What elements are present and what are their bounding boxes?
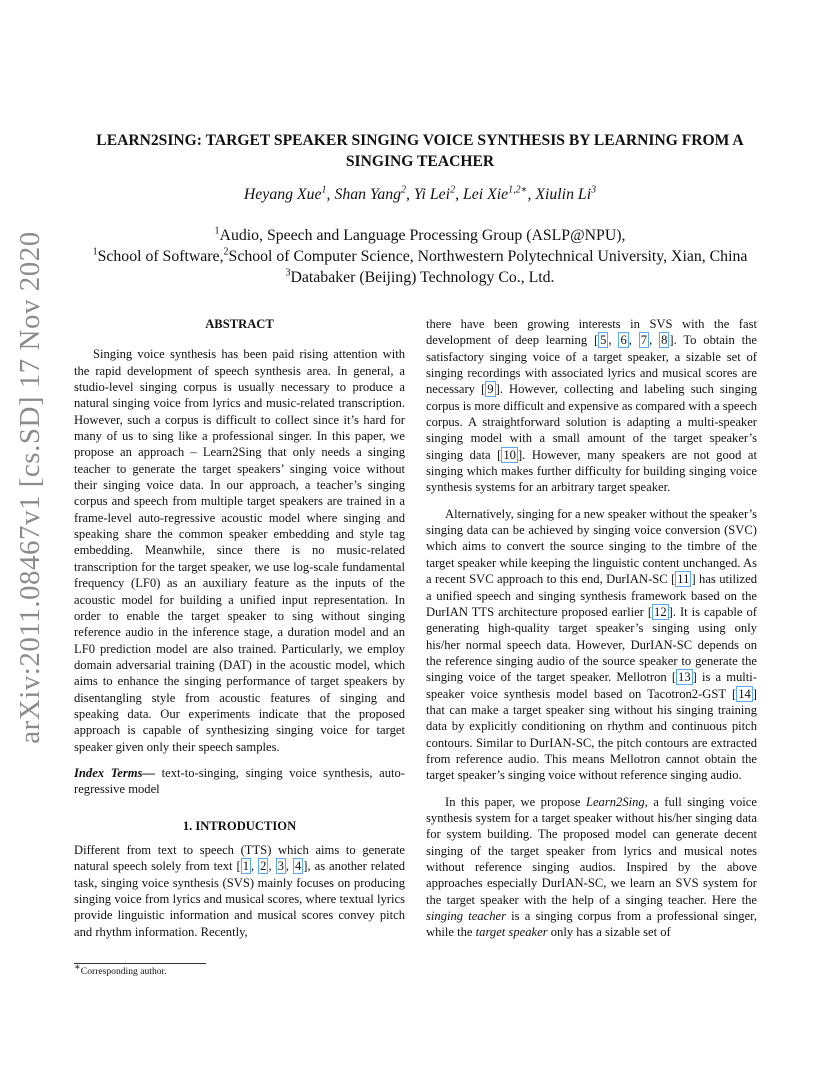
text-span: has utilized a unified speech and singing synthesis framework based on the DurIAN TTS architecture proposed earlier (426, 572, 757, 619)
author-name: Lei Xie (462, 186, 509, 203)
citation-link[interactable]: 2 (260, 859, 267, 874)
author-name: Yi Lei (413, 186, 451, 203)
author-affil-mark: 2 (450, 184, 456, 196)
text-span: . However, many speakers are not good at singing which makes further difficulty for building singing voice synthesis systems for an arbitrary target speaker. (426, 447, 757, 495)
author-name: Xiulin Li (535, 186, 592, 203)
affiliation-line (40, 267, 800, 288)
affil-mark: 1 (92, 246, 98, 258)
citation-link[interactable]: 4 (294, 859, 302, 874)
text-span: , a full singing voice synthesis system for a target speaker without his/her singing data for system building. The proposed model can generate decent singing of the target speaker from lyrics and musical notes without reference singing audios. Inspired by the above approaches especially DurIAN-SC, we learn an SVS system for the target speaker with the help of a singing teacher. Here the (426, 794, 757, 907)
text-span: In this paper, we propose (445, 794, 586, 809)
text-span: only has a sizable set of (547, 925, 671, 940)
affil-text: Databaker (Beijing) Technology Co., Ltd. (290, 269, 555, 286)
section-heading-introduction: 1. INTRODUCTION (182, 818, 297, 833)
citation-link[interactable]: 12 (654, 604, 667, 619)
author-list: Heyang Xue$^1$, Shan Yang$^2$, Yi Lei$^2$, Lei Xie$^{1,2∗}$, Xiulin Li$^3$ (243, 184, 597, 203)
text-span: . However, collecting and labeling such singing corpus is more difficult and expensive as compared with a speech corpus. A straightforward solution is adapting a multi-speaker singing model with a small amount of the target speaker’s singing data (426, 382, 757, 462)
footnote-text: Corresponding author. (80, 966, 167, 977)
body-paragraph: Alternatively, singing for a new speaker without the speaker’s singing data can be achieved by singing voice conversion (SVC) which aims to convert the source singing to the timbre of the target speaker while keeping the linguistic content unchanged. As a recent SVC approach to this end, DurIAN-SC [ 11 ] has utilized a unified speech and singing synthesis framework based on the DurIAN TTS architecture proposed earlier [ 12 ]. It is capable of generating high-quality target speaker’s singing using only his/her normal speech data. However, DurIAN-SC depends on the reference singing audio of the source speaker to generate the singing voice of the target speaker. Mellotron [ 13 ] is a multi-speaker voice synthesis model based on Tacotron2-GST [ 14 ] that can make a target speaker sing without his singing training data by explicitly conditioning on rhythm and continuous pitch contours. Similar to DurIAN-SC, the pitch contours are extracted from reference audio. This means Mellotron cannot obtain the target speaker’s singing voice without reference singing audio. (426, 506, 757, 783)
author-affil-mark: 1 (321, 184, 327, 196)
footnote-mark: ∗ (74, 961, 81, 973)
citation-link[interactable]: 5 (600, 333, 607, 348)
author-name: Shan Yang (334, 186, 402, 203)
arxiv-identifier-text: arXiv:2011.08467v1 [cs.SD] 17 Nov 2020 (13, 230, 46, 744)
affil-mark: 1 (214, 225, 220, 237)
author-affil-mark: 2 (401, 184, 407, 196)
affil-mark: 2 (223, 246, 229, 258)
body-paragraph (426, 794, 757, 941)
author-name: Heyang Xue (243, 186, 322, 203)
intro-paragraph: Different from text to speech (TTS) which aims to generate natural speech solely from text [ 1 , 2 , 3 , 4 ], as another related task, singing voice synthesis (SVS) mainly focuses on producing singing voice from lyrics and musical scores, where textual lyrics provide linguistic information and musical scores convey pitch and rhythm information. Recently, (74, 842, 406, 939)
index-terms (74, 765, 405, 798)
text-span: that can make a target speaker sing without his singing training data by explicitly conditioning on rhythm and continuous pitch contours. Similar to DurIAN-SC, the pitch contours are extracted from reference audio. This means Mellotron cannot obtain the target speaker’s singing voice without reference singing audio. (426, 702, 757, 783)
citation-link[interactable]: 8 (661, 333, 668, 348)
text-span: , as another related task, singing voice synthesis (SVS) mainly focuses on producing singing voice from lyrics and musical scores, where textual lyrics provide linguistic information and musical scores convey pitch and rhythm information. Recently, (74, 859, 406, 939)
affil-text: School of Software, (97, 248, 224, 265)
text-span: Different from text to speech (TTS) which aims to generate natural speech solely from text (74, 842, 405, 874)
citation-link[interactable]: 6 (620, 333, 627, 348)
emphasis: Learn2Sing (585, 794, 645, 809)
citation-link[interactable]: 11 (677, 572, 690, 587)
citation-link[interactable]: 14 (738, 686, 751, 701)
text-span: . To obtain the satisfactory singing voice of a target speaker, a sizable set of singing recordings with associated lyrics and musical scores are necessary (426, 333, 758, 397)
citation-link[interactable]: 9 (487, 382, 494, 397)
text-span: Alternatively, singing for a new speaker without the speaker’s singing data can be achieved by singing voice conversion (SVC) which aims to convert the source singing to the timbre of the target speaker while keeping the linguistic content unchanged. As a recent SVC approach to this end, DurIAN-SC (426, 506, 757, 587)
text-span: . It is capable of generating high-quality target speaker’s singing using only his/her normal speech data. However, DurIAN-SC depends on the reference singing audio of the source speaker to generate the singing voice of the target speaker. Mellotron (426, 604, 757, 685)
paper-title: LEARN2SING: TARGET SPEAKER SINGING VOICE SYNTHESIS BY LEARNING FROM A SINGING TEACHER (96, 132, 744, 170)
left-column (74, 316, 405, 940)
affil-text: Audio, Speech and Language Processing Group (ASLP@NPU), (219, 227, 626, 244)
author-affil-mark: 1,2∗ (508, 184, 528, 196)
arxiv-identifier (10, 230, 50, 744)
body-paragraph: there have been growing interests in SVS with the fast development of deep learning [ 5 , 6 , 7 , 8 ]. To obtain the satisfactory singing voice of a target speaker, a sizable set of singing recordings with associated lyrics and musical scores are necessary [ 9 ]. However, collecting and labeling such singing corpus is more difficult and expensive as compared with a speech corpus. A straightforward solution is adapting a multi-speaker singing model with a small amount of the target speaker’s singing data [ 10 ]. However, many speakers are not good at singing which makes further difficulty for building singing voice synthesis systems for an arbitrary target speaker. (426, 317, 758, 495)
citation-link[interactable]: 13 (678, 670, 691, 685)
index-terms-label: Index Terms— (74, 765, 156, 780)
affil-mark: 3 (285, 267, 291, 279)
footnote (74, 961, 167, 977)
citation-link[interactable]: 7 (640, 333, 648, 348)
footnote-divider (74, 963, 206, 964)
text-span: is a singing corpus from a professional singer, while the (426, 909, 757, 940)
right-column (426, 316, 757, 941)
affil-text: School of Computer Science, Northwestern Polytechnical University, Xian, China (228, 248, 748, 265)
citation-link[interactable]: 3 (277, 859, 284, 874)
text-span: there have been growing interests in SVS with the fast development of deep learning (426, 317, 757, 348)
abstract-heading: ABSTRACT (205, 317, 274, 331)
emphasis: singing teacher (426, 909, 507, 924)
index-terms-text: text-to-singing, singing voice synthesis, auto-regressive model (74, 765, 405, 797)
author-affil-mark: 3 (591, 184, 597, 196)
affiliations (40, 225, 800, 288)
citation-link[interactable]: 1 (242, 859, 250, 874)
affiliation-line (40, 246, 800, 267)
text-span: is a multi-speaker voice synthesis model based on Tacotron2-GST (426, 670, 757, 701)
affiliation-line (40, 225, 800, 246)
citation-link[interactable]: 10 (503, 447, 516, 462)
emphasis: target speaker (475, 925, 548, 940)
abstract-text: Singing voice synthesis has been paid rising attention with the rapid development of speech synthesis area. In general, a studio-level singing corpus is usually necessary to produce a natural singing voice from lyrics and music-related transcription. However, such a corpus is difficult to collect since it’s hard for many of us to sing like a professional singer. In this paper, we propose an approach – Learn2Sing that only needs a singing teacher to generate the target speakers’ singing voice without their singing voice data. In our approach, a teacher’s singing corpus and speech from multiple target speakers are trained in a frame-level auto-regressive acoustic model where singing and speaking share the common speaker embedding and style tag embedding. Meanwhile, since there is no music-related transcription for the target speaker, we use log-scale fundamental frequency (LF0) as an auxiliary feature as the inputs of the acoustic model for building a unified input representation. In order to enable the target speaker to sing without singing reference audio in the inference stage, a duration model and an LF0 prediction model are also trained. Particularly, we employ domain adversarial training (DAT) in the acoustic model, which aims to enhance the singing performance of target speakers by disentangling style from acoustic features of singing and speaking data. Our experiments indicate that the proposed approach is capable of synthesizing singing voice for target speaker given only their speech samples. (74, 347, 405, 754)
